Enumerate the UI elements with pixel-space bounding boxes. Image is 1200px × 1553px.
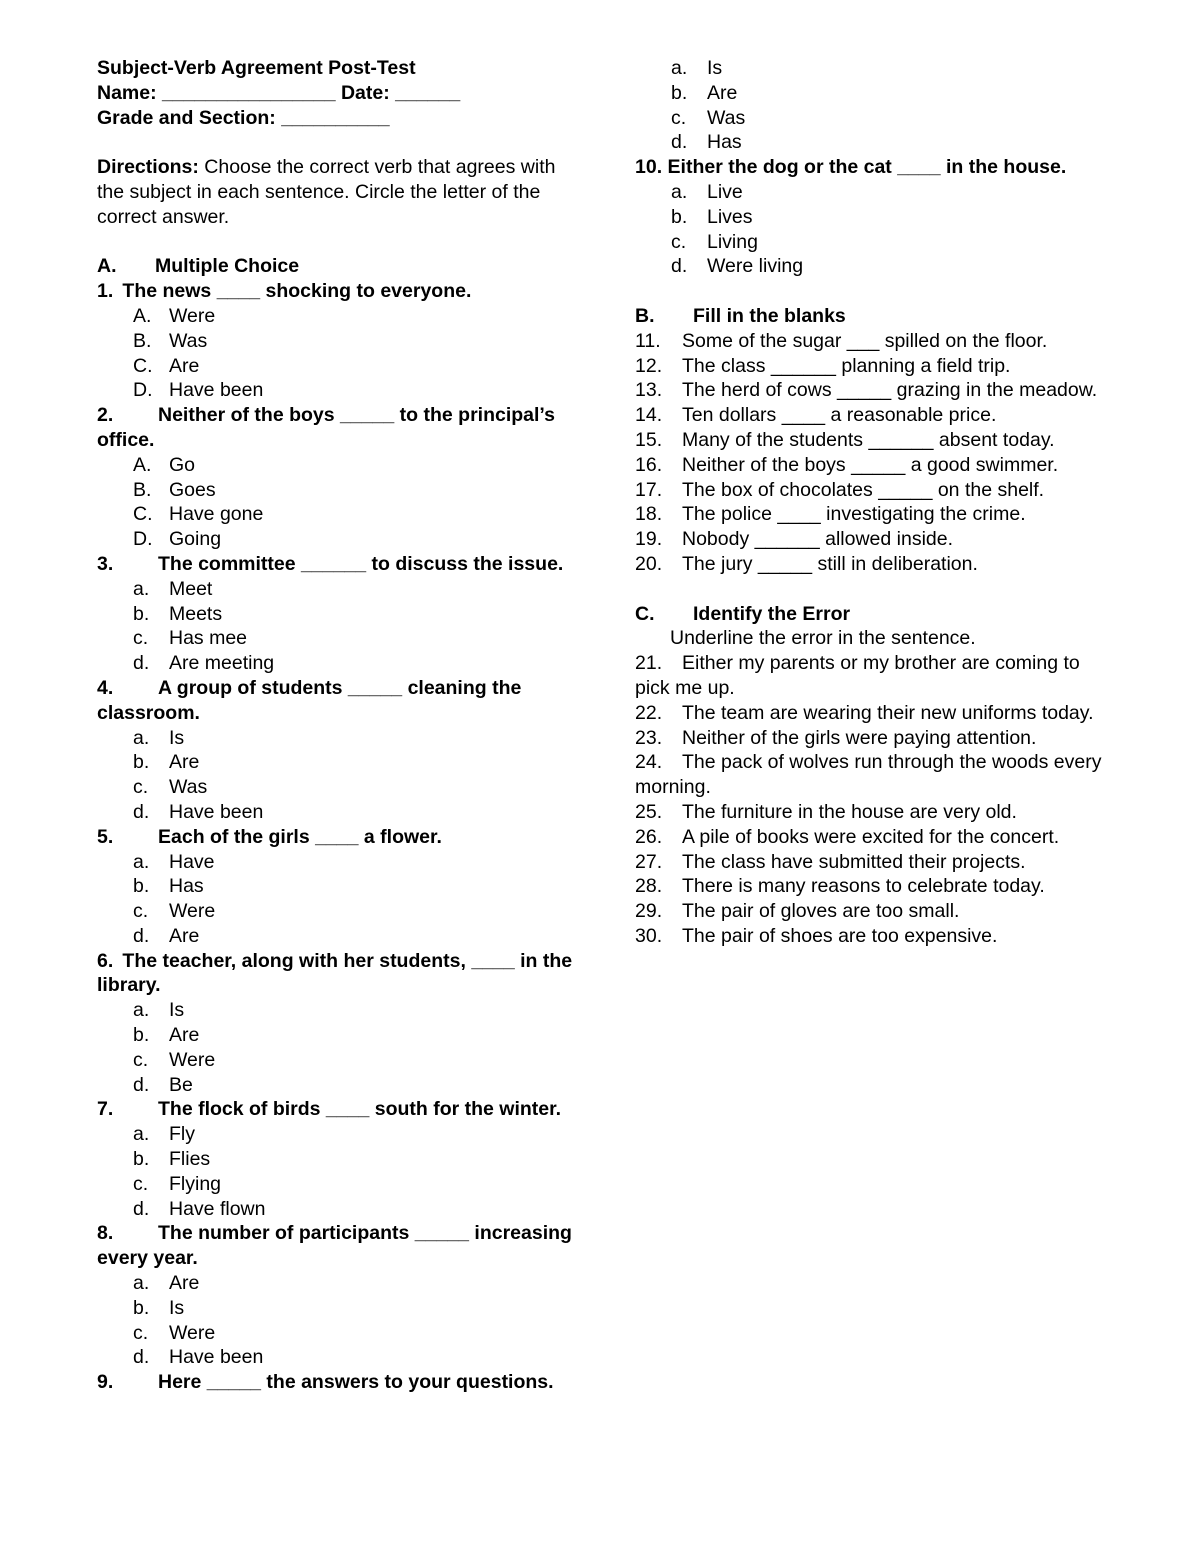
directions-text: Choose the correct verb that agrees with the subject in each sentence. Circle the letter of the correct answer.	[97, 156, 556, 228]
fill-blank-item	[635, 502, 1115, 527]
fill-blank-item	[635, 329, 1115, 354]
question-text: The news ____ shocking to everyone.	[117, 280, 472, 303]
item-text: The herd of cows _____ grazing in the meadow.	[682, 379, 1098, 402]
item-text: The jury _____ still in deliberation.	[682, 552, 978, 575]
option-letter: a.	[671, 180, 688, 203]
question-text: The committee ______ to discuss the issue.	[158, 552, 564, 575]
answer-option	[97, 651, 577, 676]
option-letter: A.	[133, 304, 152, 327]
question-stem	[97, 1370, 577, 1395]
option-text: Are	[707, 81, 738, 104]
option-letter: C.	[133, 354, 153, 377]
option-letter: a.	[133, 726, 150, 749]
section-a-questions-right	[635, 56, 1115, 279]
option-letter: a.	[133, 999, 150, 1022]
option-letter: b.	[133, 1024, 150, 1047]
answer-option	[635, 230, 1115, 255]
question-number: 8.	[97, 1222, 114, 1245]
option-letter: d.	[133, 800, 150, 823]
answer-option	[97, 775, 577, 800]
section-b-heading: B. Fill in the blanks	[635, 304, 846, 327]
question-stem	[97, 279, 577, 304]
option-text: Were	[169, 304, 216, 327]
answer-option	[97, 453, 577, 478]
option-letter: d.	[133, 924, 150, 947]
option-letter: b.	[671, 205, 688, 228]
directions-label: Directions:	[97, 156, 199, 179]
error-item	[635, 850, 1115, 875]
answer-option	[97, 800, 577, 825]
item-number: 12.	[635, 354, 663, 377]
option-text: Are	[169, 751, 200, 774]
fill-blank-item	[635, 552, 1115, 577]
answer-option	[97, 726, 577, 751]
question-text: Either the dog or the cat ____ in the house.	[662, 156, 1067, 179]
option-letter: A.	[133, 453, 152, 476]
name-date-line: Name: ________________ Date: ______	[97, 81, 461, 104]
option-text: Meet	[169, 577, 213, 600]
option-text: Going	[169, 528, 222, 551]
option-text: Are	[169, 1024, 200, 1047]
section-a-questions-left	[97, 279, 577, 1395]
item-number: 14.	[635, 404, 663, 427]
answer-option	[97, 1296, 577, 1321]
item-text: The class have submitted their projects.	[682, 850, 1026, 873]
error-item	[635, 651, 1115, 701]
answer-option	[97, 378, 577, 403]
option-text: Has mee	[169, 627, 248, 650]
question-text: A group of students _____ cleaning the classroom.	[97, 676, 522, 724]
option-text: Have flown	[169, 1197, 266, 1220]
question-stem	[97, 552, 577, 577]
item-text: The pair of shoes are too expensive.	[682, 924, 998, 947]
answer-option	[97, 1023, 577, 1048]
option-text: Were	[169, 1321, 216, 1344]
option-text: Were	[169, 1048, 216, 1071]
answer-option	[97, 304, 577, 329]
option-text: Is	[169, 999, 185, 1022]
answer-option	[97, 1197, 577, 1222]
answer-option	[97, 1321, 577, 1346]
answer-option	[97, 626, 577, 651]
option-text: Fly	[169, 1123, 195, 1146]
error-item	[635, 899, 1115, 924]
option-letter: b.	[133, 875, 150, 898]
error-item	[635, 874, 1115, 899]
option-text: Is	[169, 1296, 185, 1319]
directions	[97, 155, 577, 229]
item-number: 26.	[635, 825, 663, 848]
item-number: 19.	[635, 528, 663, 551]
option-text: Were	[169, 900, 216, 923]
item-number: 21.	[635, 652, 663, 675]
fill-blank-item	[635, 354, 1115, 379]
option-text: Are meeting	[169, 652, 275, 675]
option-letter: D.	[133, 379, 153, 402]
test-title: Subject-Verb Agreement Post-Test	[97, 57, 416, 79]
question-number: 10.	[635, 156, 663, 179]
answer-option	[97, 478, 577, 503]
item-text: Either my parents or my brother are coming to pick me up.	[635, 652, 1080, 699]
answer-option	[97, 329, 577, 354]
answer-option	[97, 1147, 577, 1172]
option-text: Go	[169, 453, 196, 476]
answer-option	[97, 1345, 577, 1370]
question-stem	[97, 1097, 577, 1122]
answer-option	[635, 106, 1115, 131]
answer-option	[97, 1271, 577, 1296]
answer-option	[97, 1122, 577, 1147]
option-letter: b.	[133, 751, 150, 774]
question-stem	[97, 1221, 577, 1271]
item-text: The class ______ planning a field trip.	[682, 354, 1011, 377]
item-text: The box of chocolates _____ on the shelf.	[682, 478, 1045, 501]
section-c-instruction: Underline the error in the sentence.	[670, 627, 976, 650]
item-text: There is many reasons to celebrate today.	[682, 875, 1045, 898]
option-letter: B.	[133, 329, 152, 352]
option-text: Have been	[169, 379, 264, 402]
option-text: Is	[707, 57, 723, 79]
item-number: 15.	[635, 428, 663, 451]
item-number: 25.	[635, 800, 663, 823]
answer-option	[97, 354, 577, 379]
item-text: A pile of books were excited for the concert.	[682, 825, 1060, 848]
option-letter: a.	[133, 850, 150, 873]
answer-option	[635, 130, 1115, 155]
option-text: Have gone	[169, 503, 264, 526]
option-letter: b.	[133, 1148, 150, 1171]
item-text: The team are wearing their new uniforms today.	[682, 701, 1094, 724]
fill-blank-item	[635, 453, 1115, 478]
answer-option	[635, 56, 1115, 81]
option-letter: d.	[671, 255, 688, 278]
question-text: Each of the girls ____ a flower.	[158, 825, 442, 848]
question-stem	[97, 949, 577, 999]
question-text: Neither of the boys _____ to the principal’s office.	[97, 404, 555, 451]
question-number: 9.	[97, 1371, 114, 1394]
question-number: 2.	[97, 404, 114, 427]
item-number: 13.	[635, 379, 663, 402]
answer-option	[97, 874, 577, 899]
answer-option	[635, 81, 1115, 106]
option-text: Flies	[169, 1148, 211, 1171]
error-item	[635, 825, 1115, 850]
error-item	[635, 726, 1115, 751]
option-text: Was	[169, 776, 208, 799]
option-text: Living	[707, 230, 758, 253]
right-column	[635, 56, 1115, 949]
option-text: Have been	[169, 1346, 264, 1369]
question-text: The flock of birds ____ south for the winter.	[158, 1098, 562, 1121]
option-text: Are	[169, 354, 200, 377]
item-number: 22.	[635, 701, 663, 724]
error-item	[635, 750, 1115, 800]
section-a-heading: A. Multiple Choice	[97, 255, 300, 278]
option-letter: a.	[133, 1272, 150, 1295]
answer-option	[97, 527, 577, 552]
item-number: 30.	[635, 924, 663, 947]
answer-option	[97, 924, 577, 949]
item-number: 24.	[635, 751, 663, 774]
question-stem	[97, 825, 577, 850]
item-number: 29.	[635, 900, 663, 923]
item-text: The pair of gloves are too small.	[682, 900, 960, 923]
question-text: The number of participants _____ increasing every year.	[97, 1222, 572, 1270]
option-letter: a.	[133, 577, 150, 600]
grade-section-line: Grade and Section: __________	[97, 106, 390, 129]
item-text: Ten dollars ____ a reasonable price.	[682, 404, 997, 427]
answer-option	[97, 502, 577, 527]
option-text: Were living	[707, 255, 804, 278]
option-letter: d.	[133, 1346, 150, 1369]
option-letter: c.	[133, 1172, 149, 1195]
error-item	[635, 800, 1115, 825]
question-number: 6.	[97, 949, 114, 972]
option-letter: D.	[133, 528, 153, 551]
question-number: 5.	[97, 825, 114, 848]
option-text: Has	[707, 131, 742, 154]
option-text: Is	[169, 726, 185, 749]
answer-option	[635, 180, 1115, 205]
option-text: Live	[707, 180, 743, 203]
option-letter: d.	[133, 1073, 150, 1096]
item-text: Neither of the girls were paying attention.	[682, 726, 1037, 749]
item-text: The furniture in the house are very old.	[682, 800, 1017, 823]
question-stem	[97, 676, 577, 726]
item-number: 27.	[635, 850, 663, 873]
question-stem	[97, 403, 577, 453]
option-text: Be	[169, 1073, 193, 1096]
answer-option	[97, 1073, 577, 1098]
answer-option	[97, 577, 577, 602]
answer-option	[97, 850, 577, 875]
option-text: Have	[169, 850, 215, 873]
item-text: Some of the sugar ___ spilled on the floor.	[682, 329, 1048, 352]
answer-option	[97, 1172, 577, 1197]
option-letter: b.	[671, 81, 688, 104]
option-letter: c.	[671, 106, 687, 129]
error-item	[635, 924, 1115, 949]
item-text: Neither of the boys _____ a good swimmer.	[682, 453, 1059, 476]
fill-blank-item	[635, 378, 1115, 403]
option-letter: c.	[133, 776, 149, 799]
option-letter: a.	[133, 1123, 150, 1146]
fill-blank-item	[635, 403, 1115, 428]
question-number: 3.	[97, 552, 114, 575]
option-text: Was	[707, 106, 746, 129]
option-letter: c.	[133, 627, 149, 650]
option-letter: d.	[671, 131, 688, 154]
option-letter: c.	[133, 1321, 149, 1344]
item-number: 18.	[635, 503, 663, 526]
option-text: Lives	[707, 205, 753, 228]
option-letter: c.	[133, 1048, 149, 1071]
section-c-items	[635, 651, 1115, 949]
item-number: 28.	[635, 875, 663, 898]
section-c-heading: C. Identify the Error	[635, 602, 851, 625]
question-stem	[635, 155, 1115, 180]
option-letter: b.	[133, 602, 150, 625]
option-text: Was	[169, 329, 208, 352]
item-number: 23.	[635, 726, 663, 749]
option-text: Are	[169, 924, 200, 947]
option-letter: C.	[133, 503, 153, 526]
option-letter: a.	[671, 57, 688, 79]
item-number: 17.	[635, 478, 663, 501]
question-number: 4.	[97, 676, 114, 699]
question-text: Here _____ the answers to your questions.	[158, 1371, 554, 1394]
answer-option	[97, 899, 577, 924]
answer-option	[635, 205, 1115, 230]
item-text: The pack of wolves run through the woods every morning.	[635, 751, 1102, 799]
fill-blank-item	[635, 527, 1115, 552]
option-text: Goes	[169, 478, 216, 501]
item-number: 20.	[635, 552, 663, 575]
option-letter: B.	[133, 478, 152, 501]
option-letter: d.	[133, 652, 150, 675]
option-text: Meets	[169, 602, 223, 625]
fill-blank-item	[635, 428, 1115, 453]
answer-option	[97, 998, 577, 1023]
fill-blank-item	[635, 478, 1115, 503]
answer-option	[97, 602, 577, 627]
error-item	[635, 701, 1115, 726]
option-text: Have been	[169, 800, 264, 823]
item-text: Many of the students ______ absent today.	[682, 428, 1055, 451]
item-text: Nobody ______ allowed inside.	[682, 528, 954, 551]
question-text: The teacher, along with her students, ____ in the library.	[97, 949, 573, 997]
option-text: Flying	[169, 1172, 222, 1195]
option-letter: d.	[133, 1197, 150, 1220]
left-column	[97, 56, 577, 1395]
option-letter: c.	[133, 900, 149, 923]
answer-option	[97, 750, 577, 775]
item-text: The police ____ investigating the crime.	[682, 503, 1026, 526]
option-letter: b.	[133, 1296, 150, 1319]
question-number: 7.	[97, 1098, 114, 1121]
item-number: 16.	[635, 453, 663, 476]
option-text: Are	[169, 1272, 200, 1295]
answer-option	[97, 1048, 577, 1073]
option-letter: c.	[671, 230, 687, 253]
question-number: 1.	[97, 280, 114, 303]
section-b-items	[635, 329, 1115, 577]
answer-option	[635, 254, 1115, 279]
option-text: Has	[169, 875, 204, 898]
item-number: 11.	[635, 329, 661, 352]
